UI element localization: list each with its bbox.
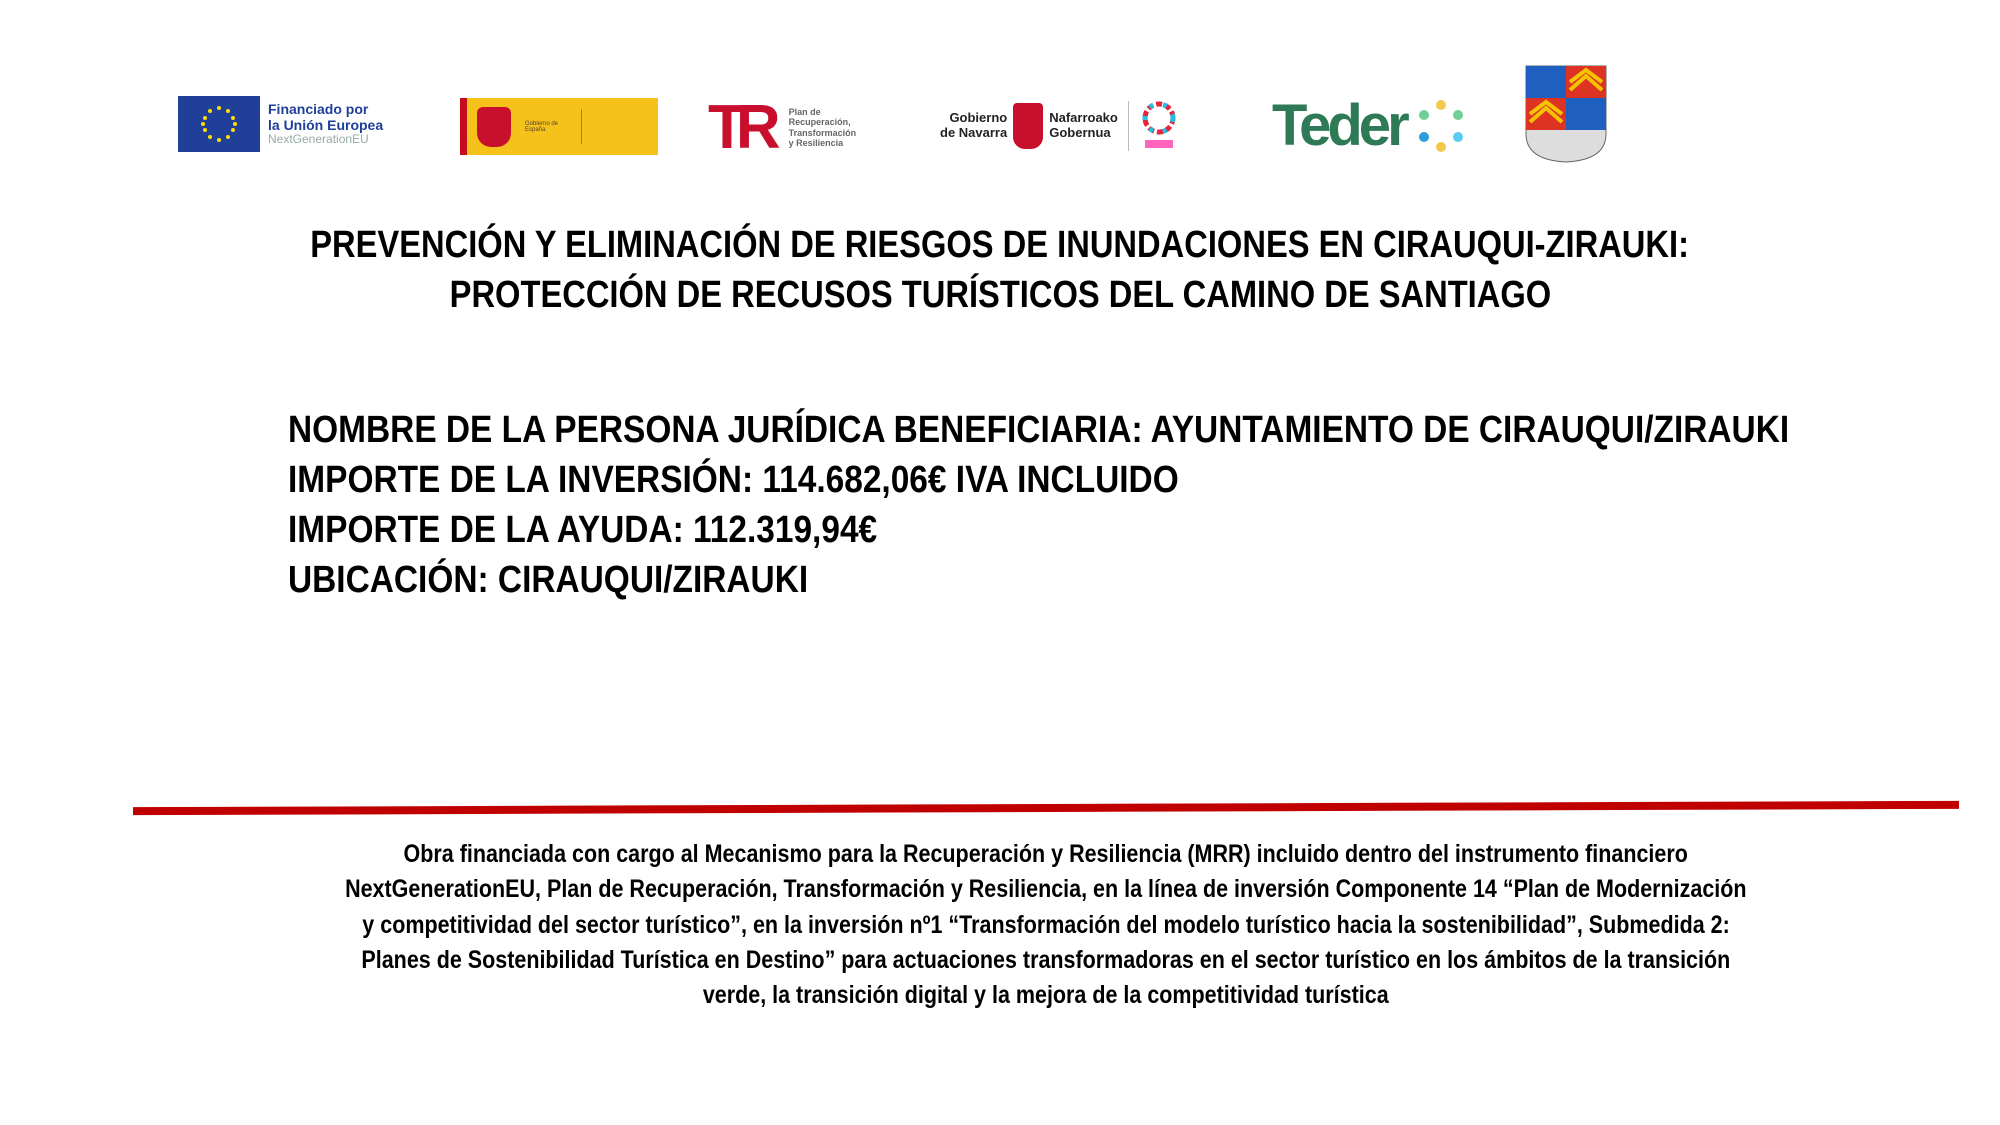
funding-note-line [0, 946, 2000, 975]
teder-logo [1272, 92, 1470, 159]
navarra-text: de Navarra [940, 125, 1008, 140]
navarra-shield-icon [1013, 103, 1043, 149]
navarra-government-logo [940, 98, 1179, 154]
aid-amount: IMPORTE DE LA AYUDA: 112.319,94€ [288, 509, 878, 551]
teder-wordmark: Teder [1272, 93, 1406, 158]
spain-logo-text: Gobierno de España [525, 120, 559, 133]
footer-text: Planes de Sostenibilidad Turística en Destino” para actuaciones transformadoras en el sector turístico en los ámbitos de la transición [361, 946, 1731, 974]
navarra-text: Gobernua [1049, 125, 1111, 140]
spain-government-logo [460, 98, 658, 155]
eu-flag-icon [178, 96, 260, 152]
prtr-mark: TR [708, 93, 771, 162]
project-title-line-2 [0, 274, 2000, 317]
footer-text: y competitividad del sector turístico”, en la inversión nº1 “Transformación del modelo turístico hacia la sostenibilidad”, Submedida 2: [362, 911, 1730, 939]
funding-note-line [0, 840, 2000, 869]
eu-funding-logo [178, 96, 383, 152]
prtr-text: y Resiliencia [788, 137, 844, 148]
beneficiary-name: NOMBRE DE LA PERSONA JURÍDICA BENEFICIARIA: AYUNTAMIENTO DE CIRAUQUI/ZIRAUKI [288, 409, 1790, 451]
investment-amount: IMPORTE DE LA INVERSIÓN: 114.682,06€ IVA INCLUIDO [288, 459, 1179, 501]
eu-logo-text: NextGenerationEU [268, 132, 369, 147]
cirauqui-coat-of-arms-icon [1524, 64, 1608, 164]
footer-text: Obra financiada con cargo al Mecanismo para la Recuperación y Resiliencia (MRR) incluido dentro del instrumento financiero [403, 840, 1689, 868]
navarra-text: Gobierno [949, 110, 1008, 126]
funding-note-line [0, 875, 2000, 904]
spain-coat-of-arms-icon [477, 107, 511, 147]
prtr-text: Recuperación, [788, 117, 851, 128]
prtr-text: Transformación [788, 127, 857, 138]
red-divider [133, 801, 1959, 815]
prtr-logo [708, 92, 856, 163]
navarra-text: Nafarroako [1049, 110, 1118, 126]
sdg-agenda-2030-icon [1139, 98, 1179, 154]
project-title-line-1 [0, 224, 2000, 267]
prtr-text: Plan de [788, 106, 821, 117]
funding-note-line [0, 911, 2000, 940]
eu-logo-text: la Unión Europea [268, 117, 384, 134]
teder-dots-icon [1412, 97, 1470, 155]
title-text: PREVENCIÓN Y ELIMINACIÓN DE RIESGOS DE INUNDACIONES EN CIRAUQUI-ZIRAUKI: [310, 224, 1690, 266]
footer-text: verde, la transición digital y la mejora de la competitividad turística [703, 981, 1389, 1009]
eu-logo-text: Financiado por [268, 101, 369, 117]
footer-text: NextGenerationEU, Plan de Recuperación, Transformación y Resiliencia, en la línea de inversión Componente 14 “Plan de Modernización [345, 875, 1747, 903]
title-text: PROTECCIÓN DE RECUSOS TURÍSTICOS DEL CAMINO DE SANTIAGO [449, 274, 1551, 316]
location: UBICACIÓN: CIRAUQUI/ZIRAUKI [288, 559, 809, 601]
funding-note-line [0, 981, 2000, 1010]
